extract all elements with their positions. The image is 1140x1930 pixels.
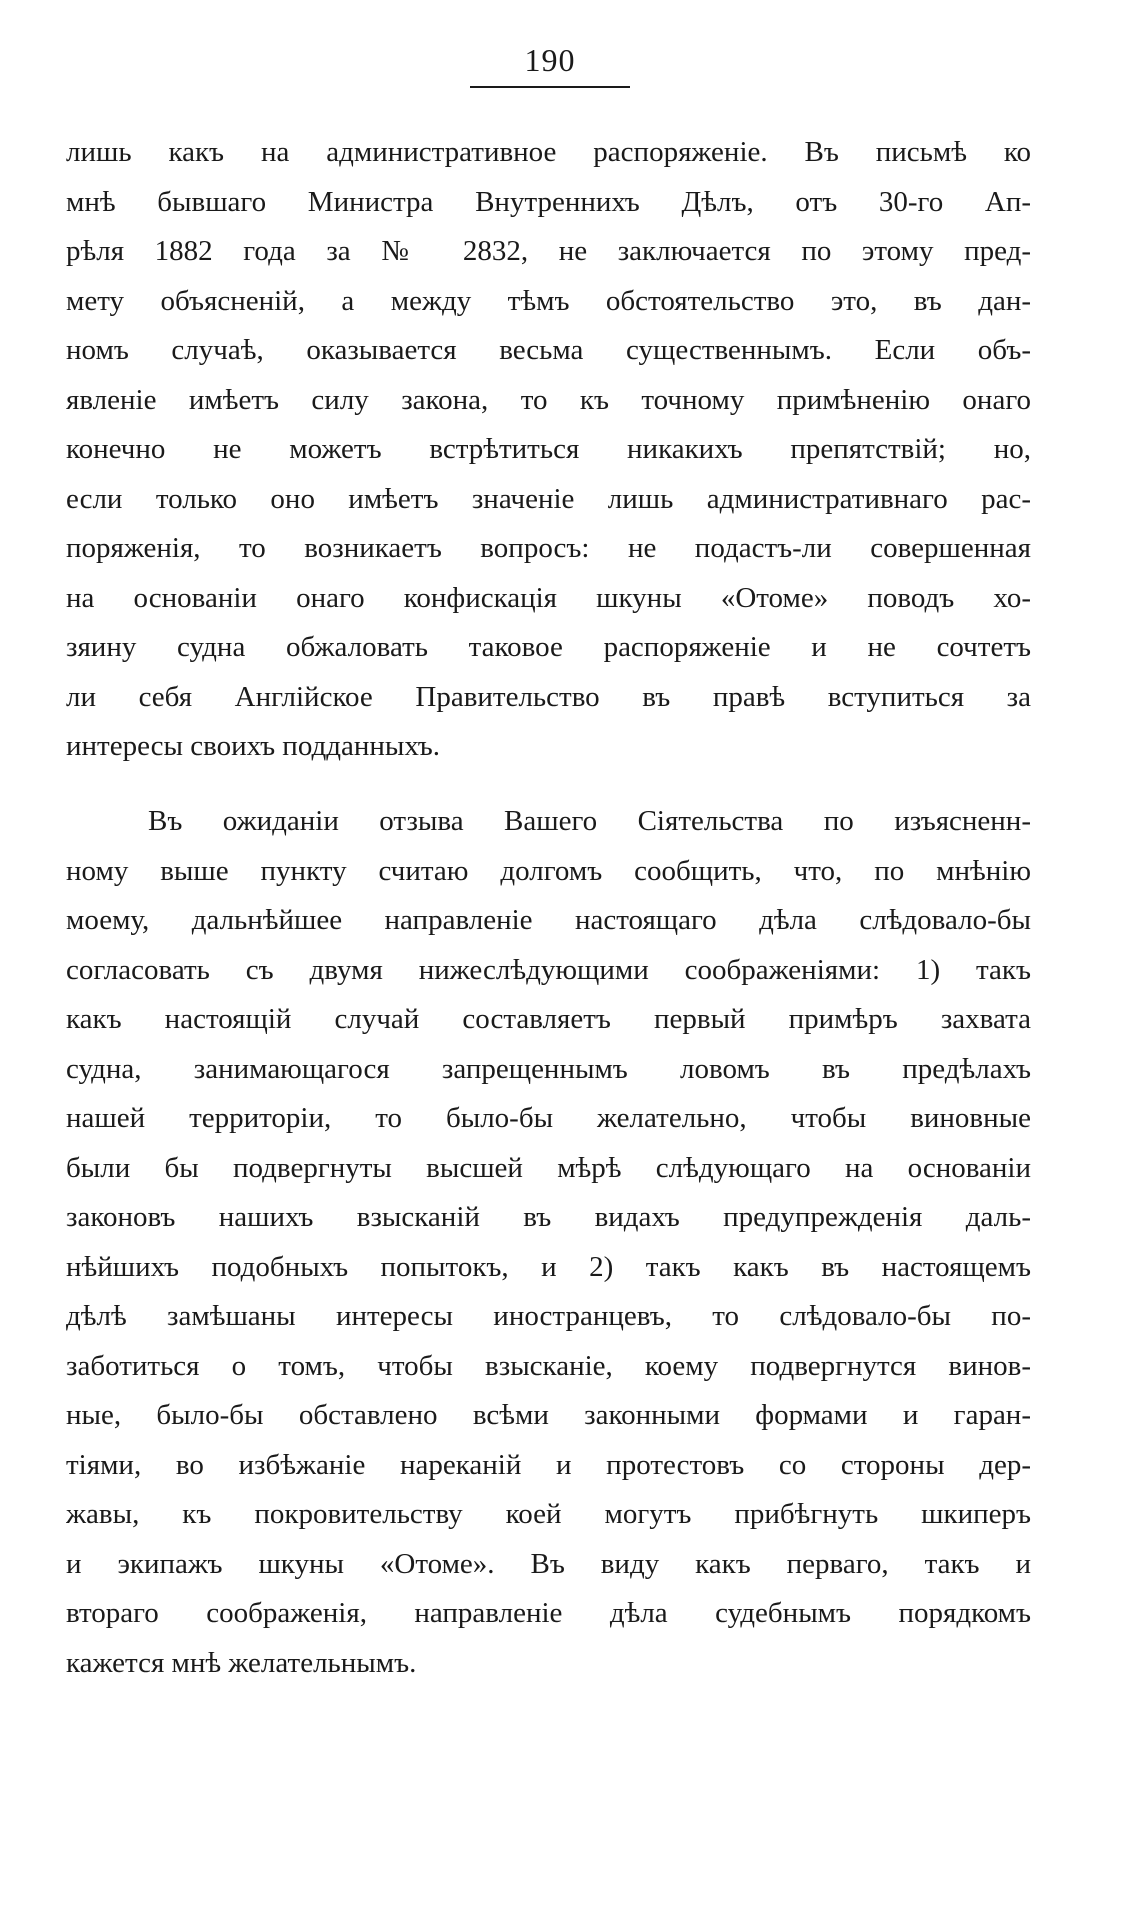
text-line: ные, было-бы обставлено всѣми законными формами и гаран- xyxy=(66,1399,1031,1431)
text-line: рѣля 1882 года за № 2832, не заключается по этому пред- xyxy=(66,235,1031,267)
text-line: дѣлѣ замѣшаны интересы иностранцевъ, то слѣдовало-бы по- xyxy=(66,1300,1031,1332)
text-line: нашей территоріи, то было-бы желательно, чтобы виновные xyxy=(66,1102,1031,1134)
text-line: моему, дальнѣйшее направленіе настоящаго дѣла слѣдовало-бы xyxy=(66,904,1031,936)
text-line: номъ случаѣ, оказывается весьма существеннымъ. Если объ- xyxy=(66,334,1031,366)
text-line: заботиться о томъ, чтобы взысканіе, коему подвергнутся винов- xyxy=(66,1349,1031,1382)
text-line: поряженія, то возникаетъ вопросъ: не подастъ-ли совершенная xyxy=(66,532,1031,564)
text-line: нѣйшихъ подобныхъ попытокъ, и 2) такъ какъ въ настоящемъ xyxy=(66,1250,1031,1283)
text-line: кажется мнѣ желательнымъ. xyxy=(66,1646,417,1679)
text-line: на основаніи онаго конфискація шкуны «Отоме» поводъ хо- xyxy=(66,581,1031,614)
text-line: втораго соображенія, направленіе дѣла судебнымъ порядкомъ xyxy=(66,1597,1031,1629)
paragraph-1 xyxy=(66,128,1031,772)
paragraph-2 xyxy=(66,797,1031,1688)
text-line: явленіе имѣетъ силу закона, то къ точному примѣненію онаго xyxy=(66,383,1031,416)
text-line: согласовать съ двумя нижеслѣдующими соображеніями: 1) такъ xyxy=(66,953,1031,986)
text-line: законовъ нашихъ взысканій въ видахъ предупрежденія даль- xyxy=(66,1201,1031,1233)
text-line: лишь какъ на административное распоряженіе. Въ письмѣ ко xyxy=(66,136,1031,168)
text-line: тіями, во избѣжаніе нареканій и протестовъ со стороны дер- xyxy=(66,1448,1031,1481)
text-line: были бы подвергнуты высшей мѣрѣ слѣдующаго на основаніи xyxy=(66,1151,1031,1184)
text-line: судна, занимающагося запрещеннымъ ловомъ въ предѣлахъ xyxy=(66,1052,1031,1085)
text-line: конечно не можетъ встрѣтиться никакихъ препятствій; но, xyxy=(66,433,1031,465)
text-line: жавы, къ покровительству коей могутъ прибѣгнуть шкиперъ xyxy=(66,1498,1031,1530)
text-line: мету объясненій, а между тѣмъ обстоятельство это, въ дан- xyxy=(66,284,1031,317)
text-line: Въ ожиданіи отзыва Вашего Сіятельства по изъясненн- xyxy=(148,805,1031,837)
text-line: ли себя Англійское Правительство въ правѣ вступиться за xyxy=(66,680,1031,713)
text-line: если только оно имѣетъ значеніе лишь административнаго рас- xyxy=(66,482,1031,515)
text-line: какъ настоящій случай составляетъ первый примѣръ захвата xyxy=(66,1003,1031,1035)
header-rule xyxy=(470,86,630,88)
text-line: ному выше пункту считаю долгомъ сообщить, что, по мнѣнію xyxy=(66,854,1031,887)
text-line: мнѣ бывшаго Министра Внутреннихъ Дѣлъ, отъ 30-го Ап- xyxy=(66,185,1031,218)
text-line: интересы своихъ подданныхъ. xyxy=(66,730,441,762)
text-line: зяину судна обжаловать таковое распоряженіе и не сочтетъ xyxy=(66,631,1031,663)
text-line: и экипажъ шкуны «Отоме». Въ виду какъ перваго, такъ и xyxy=(66,1547,1031,1580)
page-number: 190 xyxy=(524,42,576,78)
